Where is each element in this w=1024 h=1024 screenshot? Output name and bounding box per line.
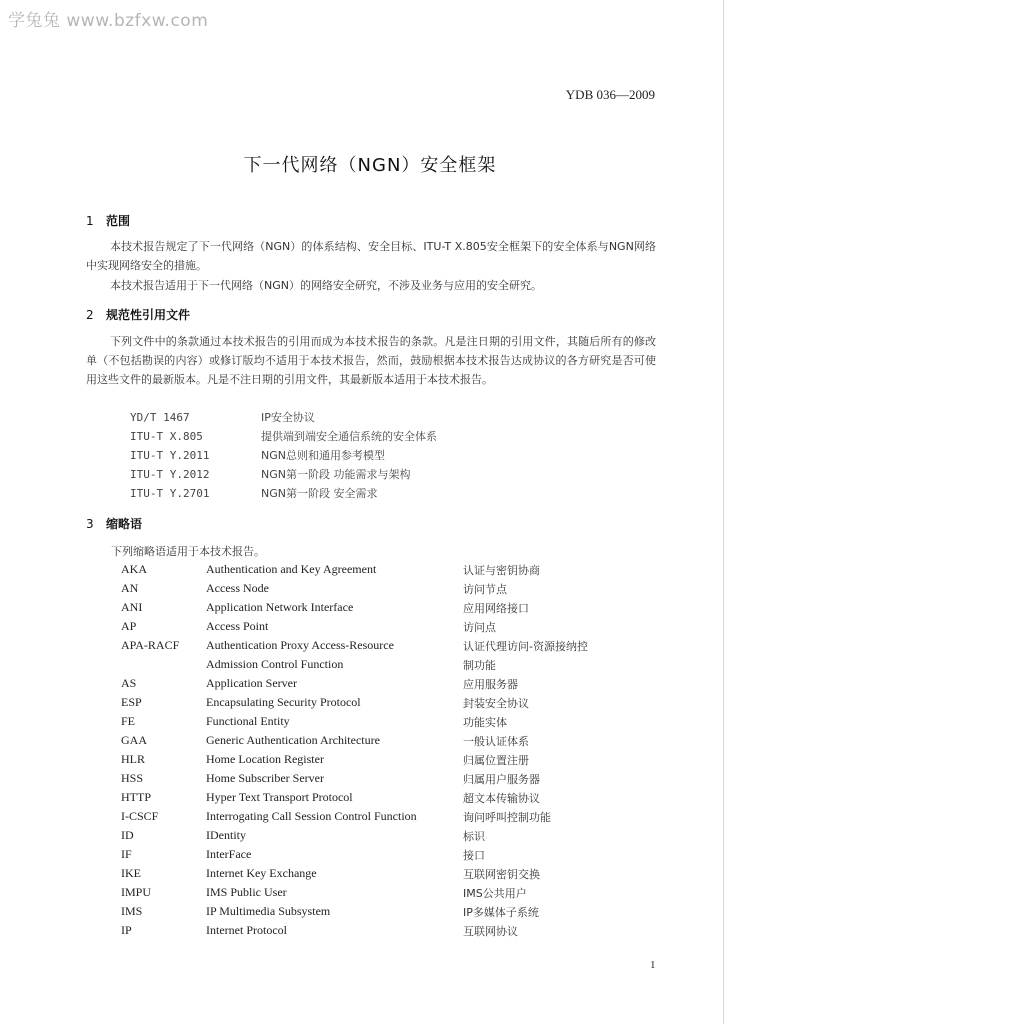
- chinese-term: 超文本传输协议: [463, 792, 540, 805]
- english-term: IMS Public User: [206, 885, 287, 899]
- abbreviation: FE: [121, 714, 136, 728]
- chinese-term: 归属位置注册: [463, 754, 529, 767]
- section-title: 范围: [106, 214, 131, 228]
- english-term: Home Location Register: [206, 752, 324, 766]
- abbreviation-row: [0, 714, 700, 733]
- chinese-term: 归属用户服务器: [463, 773, 540, 786]
- reference-code: ITU-T Y.2011: [130, 449, 210, 462]
- chinese-term: 互联网密钥交换: [463, 868, 540, 881]
- abbreviation-row: [0, 790, 700, 809]
- scope-paragraph-2: 本技术报告适用于下一代网络（NGN）的网络安全研究，不涉及业务与应用的安全研究。: [110, 279, 542, 292]
- reference-title: IP安全协议: [261, 411, 315, 424]
- page-number: 1: [650, 959, 656, 971]
- chinese-term: 认证代理访问-资源接纳控: [463, 640, 588, 653]
- english-term: IDentity: [206, 828, 246, 842]
- abbreviation: IF: [121, 847, 132, 861]
- english-term: Admission Control Function: [206, 657, 344, 671]
- section-2-heading: [86, 306, 190, 323]
- abbreviation-row: [0, 885, 700, 904]
- reference-title: NGN总则和通用参考模型: [261, 449, 385, 462]
- abbreviation-row: [0, 847, 700, 866]
- reference-item: [130, 447, 385, 466]
- abbreviation: HSS: [121, 771, 144, 785]
- section-title: 规范性引用文件: [106, 308, 191, 322]
- reference-code: ITU-T X.805: [130, 430, 203, 443]
- abbreviation-row: [0, 904, 700, 923]
- chinese-term: 标识: [463, 830, 485, 843]
- chinese-term: IP多媒体子系统: [463, 906, 539, 919]
- abbreviation: I-CSCF: [121, 809, 159, 823]
- scope-paragraph-1: 本技术报告规定了下一代网络（NGN）的体系结构、安全目标、ITU-T X.805安全框架下的安全体系与NGN网络中实现网络安全的措施。: [86, 240, 656, 272]
- abbreviation-row: [0, 581, 700, 600]
- english-term: Internet Key Exchange: [206, 866, 317, 880]
- abbreviation: AS: [121, 676, 137, 690]
- chinese-term: 制功能: [463, 659, 496, 672]
- reference-code: ITU-T Y.2012: [130, 468, 210, 481]
- abbreviation-row: [0, 771, 700, 790]
- reference-item: [130, 466, 410, 485]
- english-term: Application Server: [206, 676, 297, 690]
- chinese-term: 访问点: [463, 621, 496, 634]
- abbreviation: GAA: [121, 733, 147, 747]
- section-title: 缩略语: [106, 517, 143, 531]
- section-number: 2: [86, 308, 94, 322]
- blank-side-panel: [724, 0, 1024, 1024]
- reference-title: NGN第一阶段 功能需求与架构: [261, 468, 411, 481]
- abbreviation-row: [0, 676, 700, 695]
- watermark: 学兔兔 www.bzfxw.com: [8, 11, 209, 31]
- english-term: Authentication and Key Agreement: [206, 562, 377, 576]
- chinese-term: 封装安全协议: [463, 697, 529, 710]
- abbreviation: ANI: [121, 600, 143, 614]
- chinese-term: 应用网络接口: [463, 602, 529, 615]
- chinese-term: 功能实体: [463, 716, 507, 729]
- abbreviation: ID: [121, 828, 134, 842]
- reference-code: ITU-T Y.2701: [130, 487, 210, 500]
- abbreviation: IKE: [121, 866, 141, 880]
- english-term: Generic Authentication Architecture: [206, 733, 380, 747]
- english-term: Hyper Text Transport Protocol: [206, 790, 353, 804]
- abbreviation: IP: [121, 923, 132, 937]
- chinese-term: 一般认证体系: [463, 735, 529, 748]
- chinese-term: 认证与密钥协商: [463, 564, 540, 577]
- english-term: Access Point: [206, 619, 269, 633]
- abbreviation-row: [0, 809, 700, 828]
- english-term: Interrogating Call Session Control Function: [206, 809, 417, 823]
- english-term: Functional Entity: [206, 714, 290, 728]
- abbreviation-row: [0, 923, 700, 942]
- chinese-term: 应用服务器: [463, 678, 518, 691]
- english-term: Internet Protocol: [206, 923, 287, 937]
- abbreviation-row: [0, 600, 700, 619]
- english-term: Authentication Proxy Access-Resource: [206, 638, 394, 652]
- abbreviation: ESP: [121, 695, 142, 709]
- english-term: Encapsulating Security Protocol: [206, 695, 361, 709]
- chinese-term: 接口: [463, 849, 485, 862]
- standard-code: YDB 036—2009: [565, 87, 655, 102]
- chinese-term: 访问节点: [463, 583, 507, 596]
- reference-title: NGN第一阶段 安全需求: [261, 487, 378, 500]
- abbreviation: AP: [121, 619, 137, 633]
- abbreviation: APA-RACF: [121, 638, 180, 652]
- section-number: 1: [86, 214, 94, 228]
- reference-item: [130, 428, 437, 447]
- chinese-term: IMS公共用户: [463, 887, 527, 900]
- refs-paragraph: 下列文件中的条款通过本技术报告的引用而成为本技术报告的条款。凡是注日期的引用文件，其随后所有的修改单（不包括勘误的内容）或修订版均不适用于本技术报告，然而，鼓励根据本技术报告达成协议的各方研究是否可使用这些文件的最新版本。凡是不注日期的引用文件，其最新版本适用于本技术报告。: [86, 335, 656, 386]
- english-term: InterFace: [206, 847, 252, 861]
- abbreviation-row: [0, 828, 700, 847]
- section-number: 3: [86, 517, 94, 531]
- abbreviation-row: [0, 619, 700, 638]
- chinese-term: 询问呼叫控制功能: [463, 811, 551, 824]
- abbreviation-row: [0, 866, 700, 885]
- abbreviation: AKA: [121, 562, 147, 576]
- reference-title: 提供端到端安全通信系统的安全体系: [261, 430, 437, 443]
- abbreviation: HTTP: [121, 790, 151, 804]
- abbreviation-row: [0, 752, 700, 771]
- chinese-term: 互联网协议: [463, 925, 518, 938]
- abbreviation: IMPU: [121, 885, 152, 899]
- abbreviation: IMS: [121, 904, 143, 918]
- abbrev-intro: 下列缩略语适用于本技术报告。: [111, 545, 265, 558]
- abbreviation: AN: [121, 581, 139, 595]
- abbreviation-row: [0, 695, 700, 714]
- english-term: Application Network Interface: [206, 600, 354, 614]
- abbreviation-row: [0, 657, 700, 676]
- english-term: Access Node: [206, 581, 269, 595]
- section-3-heading: [86, 515, 142, 532]
- abbreviation: HLR: [121, 752, 145, 766]
- abbreviation-row: [0, 638, 700, 657]
- document-title: 下一代网络（NGN）安全框架: [243, 155, 497, 176]
- abbreviation-row: [0, 733, 700, 752]
- abbreviation-row: [0, 562, 700, 581]
- reference-item: [130, 409, 315, 428]
- english-term: Home Subscriber Server: [206, 771, 324, 785]
- english-term: IP Multimedia Subsystem: [206, 904, 331, 918]
- section-1-heading: [86, 212, 130, 229]
- reference-code: YD/T 1467: [130, 411, 190, 424]
- reference-item: [130, 485, 377, 504]
